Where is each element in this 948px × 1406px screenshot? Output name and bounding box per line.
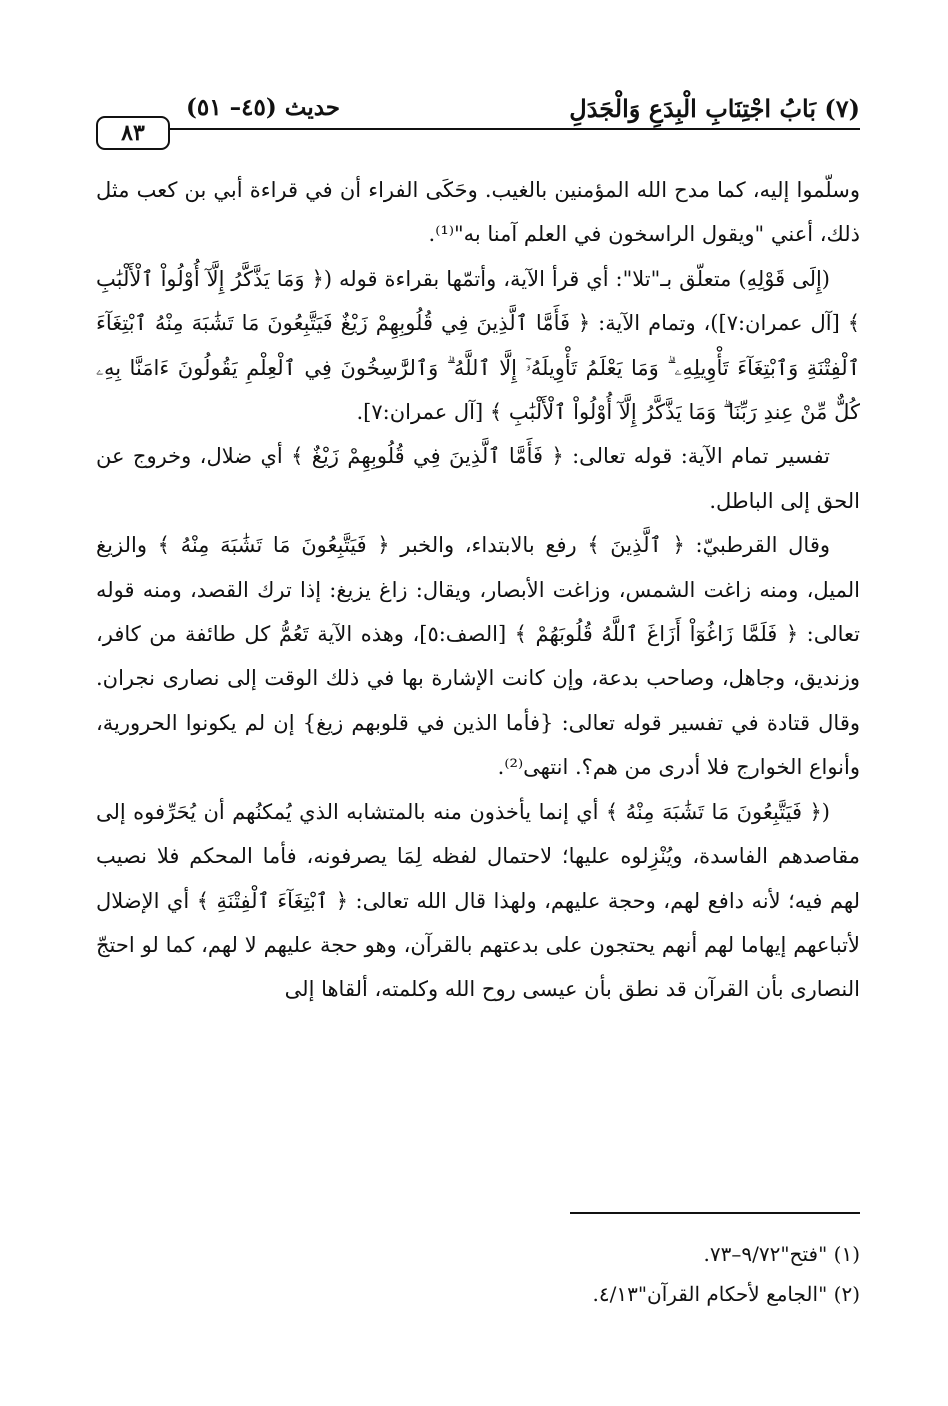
footnote-separator (570, 1212, 860, 1214)
body-text (96, 168, 860, 1012)
page-number: ٨٣ (96, 116, 170, 150)
paragraph: (إِلَى قَوْلِهِ) متعلّق بـ"تلا": أي قرأ الآية، وأتمّها بقراءة قوله (﴿ وَمَا يَذَّكَّرُ إِلَّآ أُوْلُواْ ٱلْأَلْبَٰبِ ﴾ [آل عمران:٧])، وتمام الآية: ﴿ فَأَمَّا ٱلَّذِينَ فِي قُلُوبِهِمْ زَيْغٌ فَيَتَّبِعُونَ مَا تَشَٰبَهَ مِنْهُ ٱبْتِغَآءَ ٱلْفِتْنَةِ وَٱبْتِغَآءَ تَأْوِيلِهِۦ ۗ وَمَا يَعْلَمُ تَأْوِيلَهُۥٓ إِلَّا ٱللَّهُ ۗ وَٱلرَّٰسِخُونَ فِي ٱلْعِلْمِ يَقُولُونَ ءَامَنَّا بِهِۦ كُلٌّ مِّنْ عِندِ رَبِّنَا ۗ وَمَا يَذَّكَّرُ إِلَّآ أُوْلُواْ ٱلْأَلْبَٰبِ ﴾ [آل عمران:٧]. (96, 266, 860, 425)
footnote: (١) "فتح"٩/٧٢–٧٣. (703, 1242, 860, 1266)
page-header (96, 92, 860, 130)
paragraph: تفسير تمام الآية: قوله تعالى: ﴿ فَأَمَّا ٱلَّذِينَ فِي قُلُوبِهِمْ زَيْغٌ ﴾ أي ضلال، وخروج عن الحق إلى الباطل. (96, 444, 860, 513)
paragraph: وسلّموا إليه، كما مدح الله المؤمنين بالغيب. وحَكَى الفراء أن في قراءة أبي بن كعب مثل ذلك، أعني "ويقول الراسخون في العلم آمنا به"⁽¹⁾. (96, 178, 860, 247)
chapter-title: (٧) بَابُ اجْتِنَابِ الْبِدَعِ وَالْجَدَلِ (569, 94, 860, 123)
paragraph: (﴿ فَيَتَّبِعُونَ مَا تَشَٰبَهَ مِنْهُ ﴾ أي إنما يأخذون منه بالمتشابه الذي يُمكنُهم أن يُحَرِّفوه إلى مقاصدهم الفاسدة، ويُنْزِلوه عليها؛ لاحتمال لفظه لِمَا يصرفونه، فأما المحكم فلا نصيب لهم فيه؛ لأنه دافع لهم، وحجة عليهم، ولهذا قال الله تعالى: ﴿ ٱبْتِغَآءَ ٱلْفِتْنَةِ ﴾ أي الإضلال لأتباعهم إيهاما لهم أنهم يحتجون على بدعتهم بالقرآن، وهو حجة عليهم لا لهم، كما لو احتجّ النصارى بأن القرآن قد نطق بأن عيسى روح الله وكلمته، ألقاها إلى (96, 799, 860, 1002)
hadith-range: حديث (٤٥– ٥١) (186, 94, 341, 121)
footnote: (٢) "الجامع لأحكام القرآن"٤/١٣. (592, 1282, 860, 1306)
paragraph: وقال القرطبيّ: ﴿ ٱلَّذِينَ ﴾ رفع بالابتداء، والخبر ﴿ فَيَتَّبِعُونَ مَا تَشَٰبَهَ مِنْهُ ﴾ والزيغ الميل، ومنه زاغت الشمس، وزاغت الأبصار، ويقال: زاغ يزيغ: إذا ترك القصد، ومنه قوله تعالى: ﴿ فَلَمَّا زَاغُوٓاْ أَزَاغَ ٱللَّهُ قُلُوبَهُمْ ﴾ [الصف:٥]، وهذه الآية تَعُمُّ كل طائفة من كافر، وزنديق، وجاهل، وصاحب بدعة، وإن كانت الإشارة بها في ذلك الوقت إلى نصارى نجران. وقال قتادة في تفسير قوله تعالى: {فأما الذين في قلوبهم زيغ} إن لم يكونوا الحرورية، وأنواع الخوارج فلا أدرى من هم؟. انتهى⁽²⁾. (96, 533, 860, 780)
footnotes (96, 1234, 860, 1314)
header-rule (170, 128, 860, 130)
